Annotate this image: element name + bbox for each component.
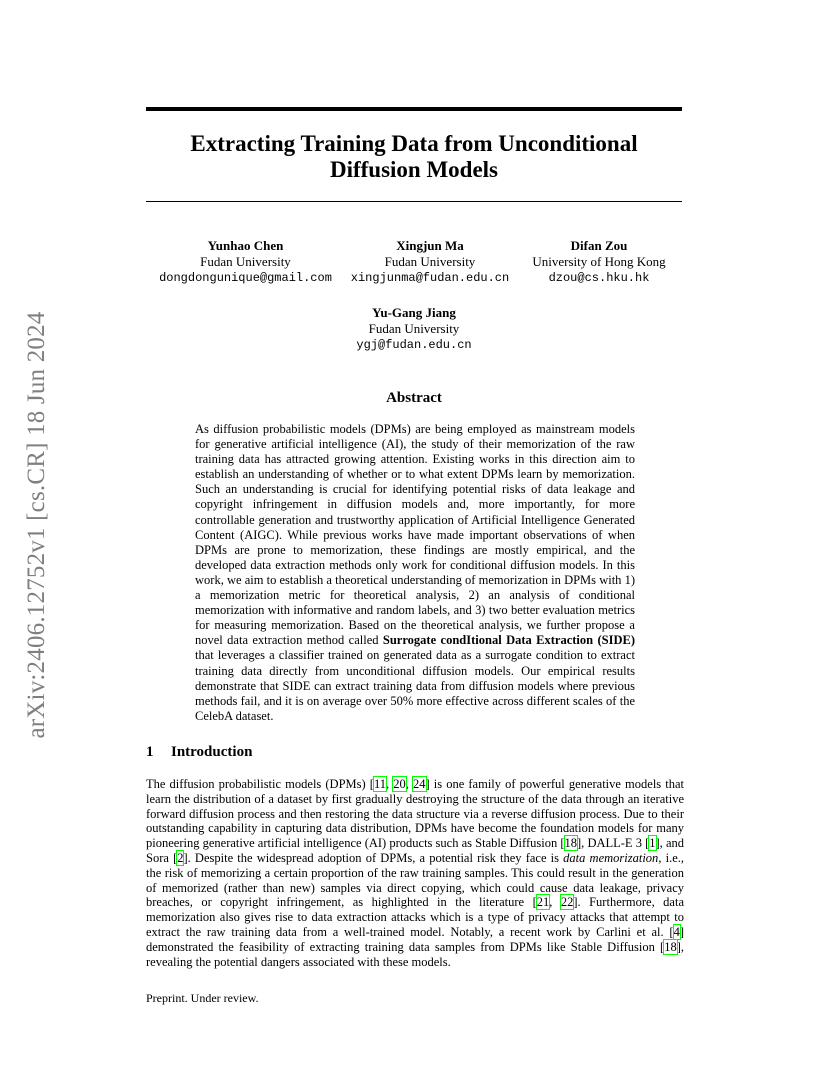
section-number: 1 [146, 744, 154, 760]
author-email[interactable]: dongdongunique@gmail.com [159, 271, 332, 285]
abstract-body [195, 422, 635, 724]
paper-title [146, 131, 682, 183]
abstract-heading: Abstract [386, 390, 442, 406]
body-text: , [405, 777, 413, 791]
author-affiliation: Fudan University [384, 254, 476, 269]
body-text: ] is one family of powerful generative models that learn the distribution of a dataset by first gradually destroying the structure of the data through an iterative forward diffusion process and then restoring the data structure via a reverse diffusion process. Due to their outstanding capability in capturing data distribution, DPMs have become the foundation models for many pioneering generative artificial intelligence (AI) products such as Stable Diffusion [ [146, 777, 685, 851]
body-text: , [386, 777, 394, 791]
citation-link[interactable]: 2 [177, 850, 184, 865]
abstract-text: As diffusion probabilistic models (DPMs) are being employed as mainstream models for generative artificial intelligence (AI), the study of their memorization of the raw training data has attracted growing attention. Existing works in this direction aim to establish an understanding of whether or to what extent DPMs learn by memorization. Such an understanding is crucial for identifying potential risks of data leakage and copyright infringement in diffusion models and, more importantly, for more controllable generation and trustworthy application of Artificial Intelligence Generated Content (AIGC). While previous works have made important observations of when DPMs are prone to memorization, these findings are mostly empirical, and the developed data extraction methods only work for conditional diffusion models. In this work, we aim to establish a theoretical understanding of memorization in DPMs with 1) a memorization metric for theoretical analysis, 2) an analysis of conditional memorization with informative and random labels, and 3) two better evaluation metrics for measuring memorization. Based on the theoretical analysis, we further propose a novel data extraction method called [195, 422, 635, 648]
author-affiliation: Fudan University [368, 321, 460, 336]
body-text: ]. Furthermore, data memorization also gives rise to data extraction attacks which is a type of privacy attacks that attempt to extract the raw training data from a well-trained model. Notably, a recent work by Carlini et al. [ [146, 895, 685, 939]
body-text: ] demonstrated the feasibility of extracting training data samples from DPMs like Stable Diffusion [ [146, 924, 684, 954]
title-line-1: Extracting Training Data from Unconditional [190, 131, 638, 156]
emphasized-term: data memorization [563, 850, 659, 865]
title-line-2: Diffusion Models [329, 157, 499, 182]
author-block [324, 305, 504, 353]
introduction-paragraph [146, 777, 684, 969]
body-text: , [549, 895, 561, 910]
citation-link[interactable]: 18 [664, 939, 677, 954]
arxiv-identifier: arXiv:2406.12752v1 [cs.CR] 18 Jun 2024 [23, 311, 50, 739]
author-block [518, 238, 680, 286]
author-email[interactable]: ygj@fudan.edu.cn [356, 338, 472, 352]
author-affiliation: University of Hong Kong [532, 254, 666, 269]
title-top-rule [146, 107, 682, 111]
body-text: ], and Sora [ [146, 836, 684, 865]
author-email[interactable]: xingjunma@fudan.edu.cn [350, 271, 510, 285]
author-name: Yu-Gang Jiang [372, 305, 456, 320]
citation-link[interactable]: 20 [393, 777, 406, 791]
abstract-text: that leverages a classifier trained on generated data as a surrogate condition to extract training data directly from unconditional diffusion models. Our empirical results demonstrate that SIDE can extract training data from diffusion models where previous methods fail, and it is on average over 50% more effective across different scales of the CelebA dataset. [195, 648, 635, 723]
citation-link[interactable]: 22 [560, 895, 574, 910]
citation-link[interactable]: 4 [673, 924, 680, 939]
citation-link[interactable]: 24 [413, 777, 426, 791]
author-name: Difan Zou [570, 238, 628, 253]
title-bottom-rule [146, 201, 682, 202]
body-text: The diffusion probabilistic models (DPMs) [ [146, 777, 374, 791]
citation-link[interactable]: 18 [564, 836, 578, 851]
body-text: , i.e., the risk of memorizing a certain proportion of the raw training samples. This could result in the generation of memorized (rather than new) samples via direct copying, which could cause data leakage, privacy breaches, or copyright infringement, as highlighted in the literature [ [146, 850, 684, 910]
body-text: ]. Despite the widespread adoption of DPMs, a potential risk they face is [183, 850, 564, 865]
footer-note: Preprint. Under review. [146, 991, 259, 1005]
citation-link[interactable]: 1 [649, 836, 656, 851]
method-name: Surrogate condItional Data Extraction (SIDE) [382, 633, 635, 648]
author-block [148, 238, 343, 286]
author-block [342, 238, 518, 286]
citation-link[interactable]: 11 [373, 777, 386, 791]
citation-link[interactable]: 21 [536, 895, 550, 910]
author-name: Yunhao Chen [207, 238, 284, 253]
section-heading [146, 744, 252, 761]
body-text: ], DALL-E 3 [ [577, 836, 650, 851]
author-email[interactable]: dzou@cs.hku.hk [548, 271, 650, 285]
body-text: ], revealing the potential dangers associated with these models. [146, 939, 684, 969]
author-affiliation: Fudan University [200, 254, 291, 269]
section-title: Introduction [171, 744, 253, 760]
author-name: Xingjun Ma [396, 238, 464, 253]
